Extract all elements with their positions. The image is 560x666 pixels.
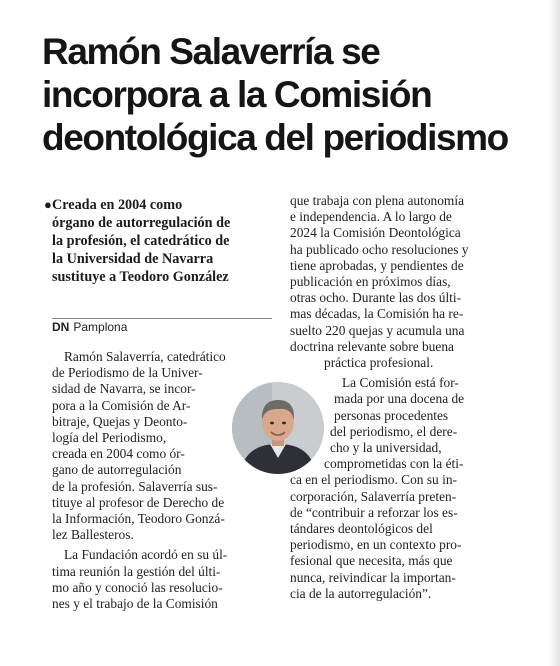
body-line: de la profesión. Salaverría sus- bbox=[52, 478, 218, 494]
body-line: que trabaja con plena autonomía bbox=[290, 193, 465, 208]
body-line: e independencia. A lo largo de bbox=[290, 209, 452, 225]
bullet-icon: ● bbox=[44, 197, 52, 212]
body-line: nes y el trabajo de la Comisión bbox=[52, 596, 218, 612]
subhead-line: sustituye a Teodoro González bbox=[52, 269, 229, 285]
body-line: mo año y conoció las resolucio- bbox=[52, 579, 223, 595]
body-line: tándares deontológicos del bbox=[290, 521, 433, 537]
headline-line: deontológica del periodismo bbox=[42, 117, 508, 158]
body-line: cia de la autorregulación”. bbox=[290, 585, 432, 601]
body-line: logía del Periodismo, bbox=[52, 430, 167, 446]
body-line: publicación en próximos días, bbox=[290, 274, 451, 290]
body-line: La Comisión está for- bbox=[342, 375, 459, 391]
subhead-line: la Universidad de Navarra bbox=[52, 251, 214, 267]
body-line: corporación, Salaverría preten- bbox=[290, 488, 457, 504]
body-line: bitraje, Quejas y Deonto- bbox=[52, 413, 188, 429]
body-line: personas procedentes bbox=[334, 407, 449, 423]
body-line: ha publicado ocho resoluciones y bbox=[290, 241, 469, 257]
body-line: gano de autorregulación bbox=[52, 462, 182, 478]
body-line: doctrina relevante sobre buena bbox=[290, 338, 454, 354]
body-line: tiene aprobadas, y pendientes de bbox=[290, 257, 464, 273]
headline-line: Ramón Salaverría se bbox=[42, 31, 380, 72]
subhead-line: órgano de autorregulación de bbox=[52, 215, 231, 231]
body-column-left bbox=[52, 349, 274, 612]
body-line: tima reunión la gestión del últi- bbox=[52, 563, 221, 579]
subhead-line: la profesión, el catedrático de bbox=[52, 233, 230, 249]
portrait-photo bbox=[232, 382, 324, 474]
body-line: del periodismo, el dere- bbox=[330, 423, 458, 439]
byline-divider bbox=[52, 318, 272, 319]
body-line: La Fundación acordó en su úl- bbox=[64, 547, 228, 563]
body-line: cho y la universidad, bbox=[330, 440, 442, 456]
byline-location: Pamplona bbox=[73, 320, 128, 334]
body-line: tituye al profesor de Derecho de bbox=[52, 494, 225, 510]
subhead-line: Creada en 2004 como bbox=[52, 197, 183, 213]
body-line: comprometidas con la éti- bbox=[324, 456, 464, 472]
body-line: pora a la Comisión de Ar- bbox=[52, 397, 191, 413]
subheadline bbox=[44, 196, 272, 286]
body-line: 2024 la Comisión Deontológica bbox=[290, 225, 461, 241]
portrait-illustration bbox=[232, 382, 324, 474]
headline bbox=[42, 30, 512, 159]
body-line: sidad de Navarra, se incor- bbox=[52, 381, 196, 397]
body-line: ca en el periodismo. Con su in- bbox=[290, 472, 457, 488]
body-line: mas décadas, la Comisión ha re- bbox=[290, 306, 464, 322]
body-line: la Información, Teodoro Gonzá- bbox=[52, 511, 225, 527]
body-line: mada por una docena de bbox=[334, 391, 465, 407]
body-column-right bbox=[290, 193, 520, 602]
body-line: Ramón Salaverría, catedrático bbox=[64, 349, 226, 364]
byline-source: DN bbox=[52, 320, 70, 334]
headline-line: incorpora a la Comisión bbox=[42, 74, 432, 115]
body-line: fesional que necesita, más que bbox=[290, 553, 453, 569]
body-line: de Periodismo de la Univer- bbox=[52, 365, 203, 381]
body-line: otras ocho. Durante las dos últi- bbox=[290, 290, 462, 306]
byline bbox=[52, 320, 127, 334]
body-line: práctica profesional. bbox=[324, 355, 434, 371]
page-edge-shadow bbox=[548, 0, 560, 666]
body-line: nunca, reivindicar la importan- bbox=[290, 569, 456, 585]
body-line: lez Ballesteros. bbox=[52, 527, 134, 543]
body-line: de “contribuir a reforzar los es- bbox=[290, 504, 458, 520]
body-line: periodismo, en un contexto pro- bbox=[290, 537, 462, 553]
body-line: creada en 2004 como ór- bbox=[52, 446, 185, 462]
body-line: suelto 220 quejas y acumula una bbox=[290, 322, 465, 338]
